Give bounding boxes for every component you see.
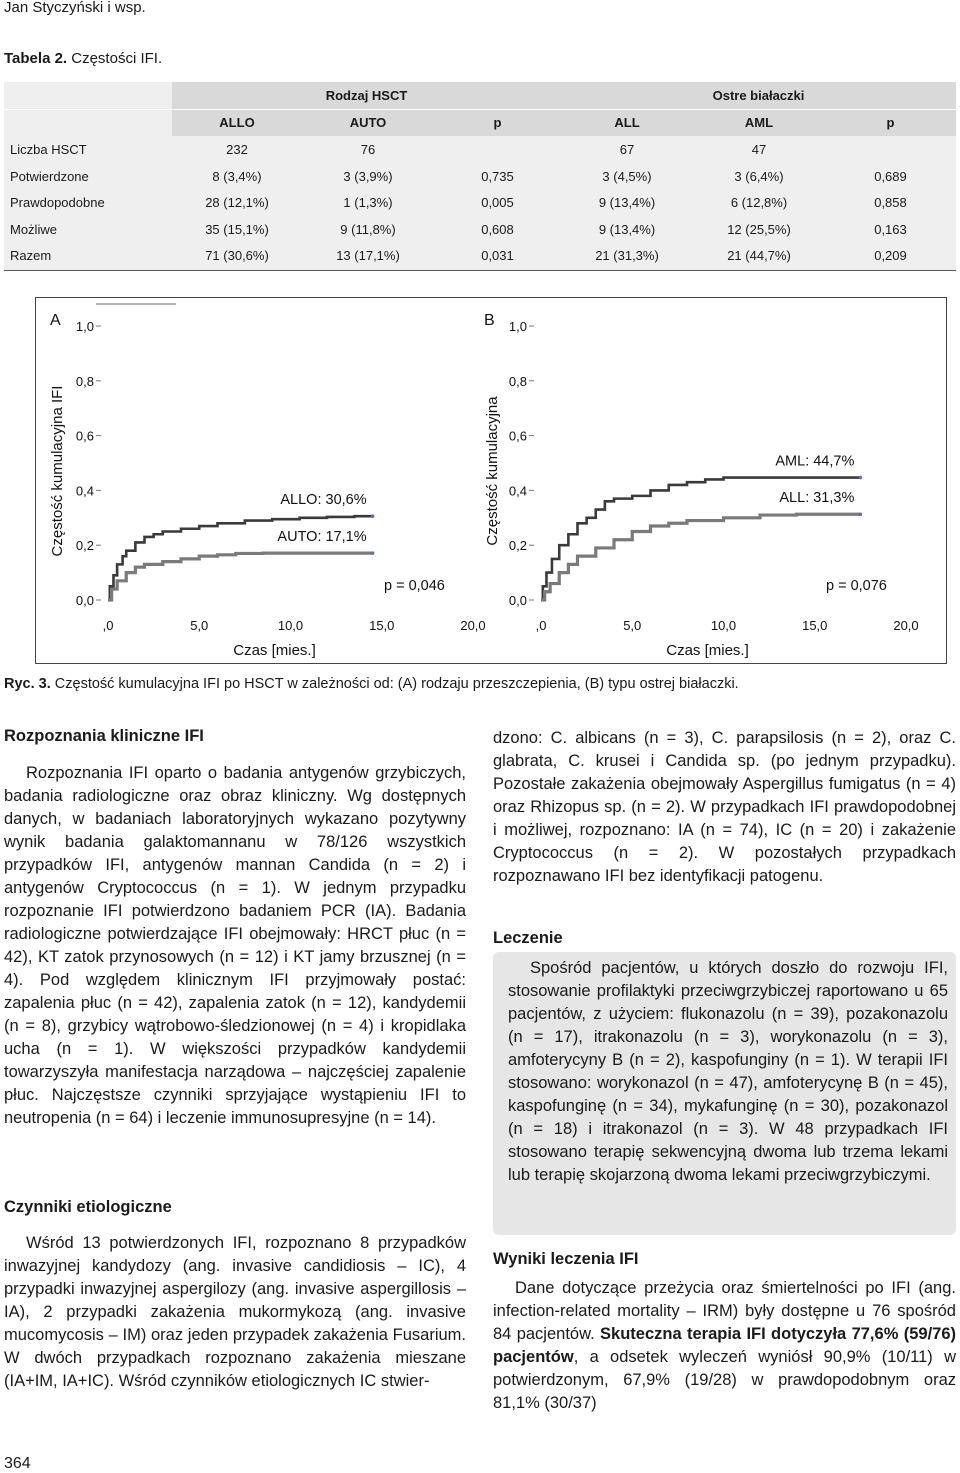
series-label: AML: 44,7% [775,453,855,470]
series-line-2 [108,553,373,600]
series-label: AUTO: 17,1% [277,529,367,546]
section-heading: Wyniki leczenia IFI [493,1250,639,1268]
table-cell: 67 [619,141,635,157]
table-cell: 3 (4,5%) [602,168,652,184]
table-cell: 0,209 [874,248,907,264]
running-header-author: Jan Styczyński i wsp. [4,0,146,16]
table-title: Tabela 2. Częstości IFI. [4,50,163,67]
table-row [4,216,956,243]
col-header: p [493,115,502,131]
y-tick-label: 1,0 [508,319,527,334]
paragraph: Wśród 13 potwierdzonych IFI, rozpoznano 8 przypadków inwazyjnej kandydozy (ang. invasive candidiosis – IC), 4 przypadki inwazyjnej aspergilozy (ang. invasive aspergillosis – IA), 2 przypadki zakażenia mukormykozą (ang. invasive mucomycosis – IM) oraz jeden przypadek zakażenia Fusarium. W dwóch przypadkach rozpoznano zakażenia mieszane (IA+IM, IA+IC). Wśród czynników etiologicznych IC stwier- [4,1234,466,1390]
paragraph: Dane dotyczące przeżycia oraz śmiertelności po IFI (ang. infection-related mortality – IRM) były dostępne u 76 spośród 84 pacjentów. Skuteczna terapia IFI dotyczyła 77,6% (59/76) pacjentów, a odsetek wyleczeń wyniósł 90,9% (10/11) w potwierdzonym, 67,9% (19/28) w prawdopodobnym oraz 81,1% (30/37) [493,1279,956,1412]
series-endpoint-marker [859,476,863,480]
table-bottom-rule [4,270,956,271]
page-number: 364 [4,1455,31,1472]
x-axis-label: Czas [mies.] [233,642,316,659]
x-tick-label: 5,0 [190,618,209,633]
panel-a-chart [49,312,486,659]
paragraph: Spośród pacjentów, u których doszło do rozwoju IFI, stosowanie profilaktyki przeciwgrzybiczej raportowano u 65 pacjentów, z użyciem: flukonazolu (n = 39), pozakonazolu (n = 17), itrakonazolu (n = 3), worykonazolu (n = 3), amfoterycyny B (n = 2), kaspofunginy (n = 1). W terapii IFI stosowano: worykonazol (n = 47), amfoterycynę B (n = 45), kaspofunginę (n = 34), mykafunginę (n = 30), pozakonazol (n = 18) i itrakonazol (n = 3). W 48 przypadkach IFI stosowano terapię sekwencyjną dwoma lub trzema lekami lub terapię skojarzoną dwoma lekami przeciwgrzybiczymi. [508,959,948,1184]
table-cell [434,136,561,163]
y-axis-label: Częstość kumulacyjna IFI [49,385,66,557]
row-label: Razem [10,248,52,264]
group-header-hsct: Rodzaj HSCT [172,82,561,109]
y-tick-label: 0,6 [508,428,527,444]
y-axis-label: Częstość kumulacyjna [484,396,501,546]
table-cell: 0,608 [481,221,514,237]
row-label: Liczba HSCT [10,141,87,157]
x-tick-label: ,0 [535,618,547,633]
table-cell: 9 (13,4%) [598,195,656,211]
group-header-leukemia: Ostre białaczki [561,82,956,109]
table-cell: 3 (6,4%) [734,168,784,184]
col-header: ALL [614,115,640,131]
col-header: AUTO [349,115,387,131]
x-tick-label: ,0 [102,618,114,633]
p-value-annotation: p = 0,046 [384,578,445,594]
panel-letter: B [484,312,495,329]
table-cell: 13 (17,1%) [336,248,400,264]
ifi-frequency-table [4,82,956,269]
table-row [4,136,956,163]
col-header: ALLO [219,115,255,131]
series-endpoint-marker [859,512,863,516]
y-tick-label: 0,8 [508,373,527,389]
y-tick-label: 0,0 [75,593,94,608]
table-cell: 0,689 [874,168,907,184]
table-cell: 21 (44,7%) [727,248,791,264]
table-cell: 0,031 [481,248,514,264]
x-tick-label: 10,0 [710,618,737,633]
x-tick-label: 15,0 [802,618,828,633]
x-axis-label: Czas [mies.] [666,642,749,659]
table-cell: 76 [360,141,376,157]
y-tick-label: 0,4 [75,483,94,499]
series-endpoint-marker [371,551,375,555]
x-tick-label: 5,0 [623,618,642,633]
x-tick-label: 15,0 [369,618,395,633]
paragraph: dzono: C. albicans (n = 3), C. parapsilosis (n = 2), oraz C. glabrata, C. krusei i Candida sp. (po jednym przypadku). Pozostałe zakażenia obejmowały Aspergillus fumigatus (n = 4) oraz Rhizopus sp. (n = 2). W przypadkach IFI prawdopodobnej i możliwej, rozpoznano: IA (n = 74), IC (n = 20) i zakażenie Cryptococcus (n = 2). W pozostałych przypadkach rozpoznawano IFI bez identyfikacji patogenu. [493,729,956,885]
table-cell: 21 (31,3%) [595,248,659,264]
table-row [4,243,956,270]
p-value-annotation: p = 0,076 [826,578,887,594]
table-cell: 0,858 [874,195,907,211]
series-endpoint-marker [371,514,375,518]
table-cell: 1 (1,3%) [343,195,393,211]
y-tick-label: 0,4 [508,483,527,499]
table-row [4,163,956,190]
table-cell [825,136,956,163]
table-cell: 9 (13,4%) [598,221,656,237]
table-cell: 0,163 [874,221,907,237]
table-cell: 232 [226,141,248,157]
section-heading: Rozpoznania kliniczne IFI [4,727,204,745]
row-label: Prawdopodobne [10,195,105,211]
table-row [4,189,956,216]
table-group-header-row [4,82,956,109]
y-tick-label: 0,2 [75,538,94,554]
panel-b-chart [484,312,919,659]
table-cell: 35 (15,1%) [205,221,269,237]
y-tick-label: 0,6 [75,428,94,444]
y-tick-label: 1,0 [75,319,94,334]
table-cell: 0,005 [481,195,514,211]
table-cell: 0,735 [481,168,514,184]
table-cell: 47 [751,141,767,157]
table-cell: 12 (25,5%) [727,221,791,237]
paragraph: Rozpoznania IFI oparto o badania antygenów grzybiczych, badania radiologiczne oraz obraz kliniczny. Wg dostępnych danych, w badaniach laboratoryjnych wykazano pozytywny wynik badania galaktomannanu w 78/126 wszystkich przypadków IFI, antygenów mannan Candida (n = 2) i antygenów Cryptococcus (n = 1). W jednym przypadku rozpoznanie IFI potwierdzono badaniem PCR (IA). Badania radiologiczne potwierdzające IFI obejmowały: HRCT płuc (n = 42), KT zatok przynosowych (n = 12) i KT jamy brzusznej (n = 4). Pod względem klinicznym IFI przyjmowały postać: zapalenia płuc (n = 42), zapalenia zatok (n = 12), kandydemii (n = 8), grzybicy wątrobowo-śledzionowej (n = 4) i kropidlaka ucha (n = 1). W większości przypadków kandydemii towarzyszyła manifestacja narządowa – najczęściej zapalenie płuc. Najczęstsze czynniki sprzyjające wystąpieniu IFI to neutropenia (n = 64) i leczenie immunosupresyjne (n = 14). [4,764,466,1127]
table-cell: 3 (3,9%) [343,168,393,184]
row-label: Potwierdzone [10,168,89,184]
col-header: AML [744,115,774,131]
row-label: Możliwe [10,221,57,237]
figure-caption: Ryc. 3. Częstość kumulacyjna IFI po HSCT w zależności od: (A) rodzaju przeszczepienia, (B) typu ostrej białaczki. [4,676,739,692]
series-line-2 [541,514,860,600]
section-heading: Leczenie [493,929,563,947]
table-column-header-row [4,109,956,136]
col-header: p [886,115,895,131]
section-heading: Czynniki etiologiczne [4,1198,172,1216]
x-tick-label: 20,0 [460,618,486,633]
cumulative-incidence-figure [36,298,944,662]
y-tick-label: 0,0 [508,593,527,608]
table-cell: 9 (11,8%) [340,221,396,237]
table-cell: 8 (3,4%) [212,168,262,184]
panel-letter: A [50,312,61,329]
y-tick-label: 0,2 [508,538,527,554]
table-cell: 6 (12,8%) [730,195,788,211]
series-label: ALL: 31,3% [779,490,855,507]
x-tick-label: 20,0 [893,618,919,633]
x-tick-label: 10,0 [277,618,304,633]
y-tick-label: 0,8 [75,373,94,389]
table-cell: 71 (30,6%) [205,248,269,264]
series-label: ALLO: 30,6% [280,492,367,509]
table-cell: 28 (12,1%) [205,195,269,211]
